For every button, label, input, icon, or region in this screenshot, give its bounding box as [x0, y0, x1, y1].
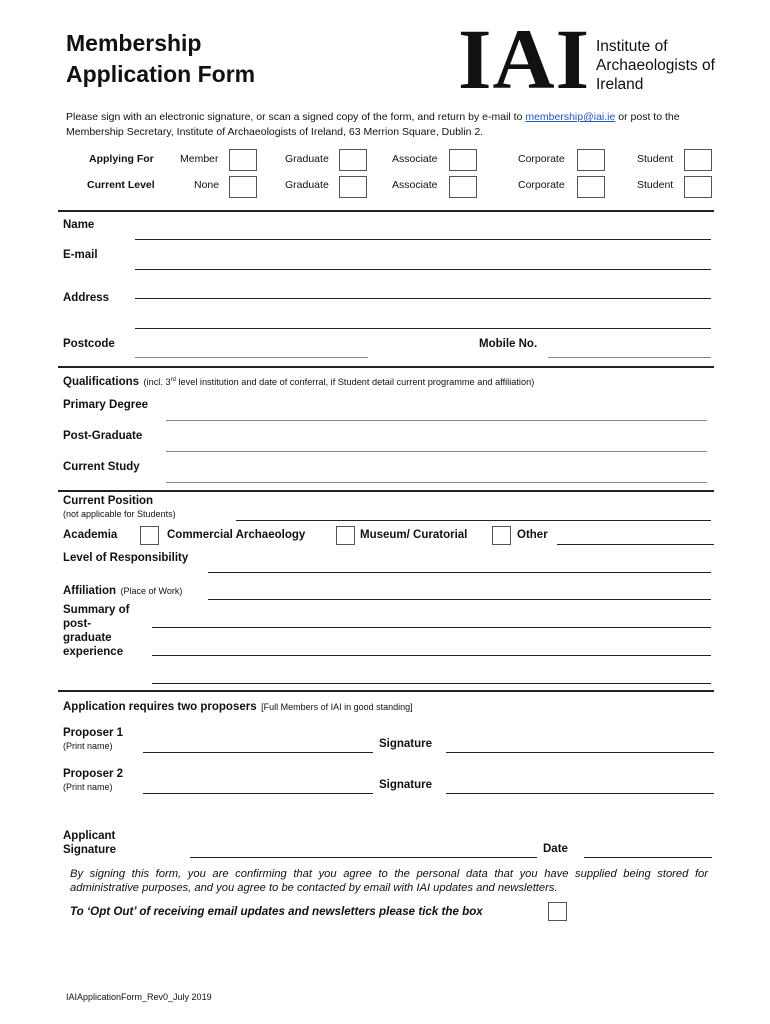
summary-line-4: experience	[63, 646, 124, 658]
proposer-1-label: Proposer 1	[63, 727, 124, 739]
post-graduate-field[interactable]	[166, 451, 707, 452]
current-study-label: Current Study	[63, 461, 140, 473]
commercial-label: Commercial Archaeology	[167, 529, 306, 541]
consent-text: By signing this form, you are confirming that you agree to the personal data that you have supplied being stored for administrative purposes, and you agree to be contacted by email with IAI updates and newsletters.	[70, 868, 708, 894]
level-corporate-checkbox[interactable]	[577, 176, 605, 198]
qualifications-heading	[63, 372, 534, 390]
proposer-1-name-field[interactable]	[143, 752, 373, 753]
museum-label: Museum/ Curatorial	[360, 529, 468, 541]
current-position-field[interactable]	[236, 520, 711, 521]
level-student-checkbox[interactable]	[684, 176, 712, 198]
proposers-label: Application requires two proposers	[63, 701, 257, 713]
logo-line-1: Institute of	[596, 38, 668, 55]
applicant-signature-label	[63, 829, 116, 857]
other-label: Other	[517, 529, 548, 541]
primary-degree-label: Primary Degree	[63, 399, 149, 411]
opt-out-text: To ‘Opt Out’ of receiving email updates and newsletters please tick the box	[70, 905, 483, 918]
level-associate-checkbox[interactable]	[449, 176, 477, 198]
museum-checkbox[interactable]	[492, 526, 511, 545]
level-associate: Associate	[392, 179, 438, 191]
section-divider	[58, 690, 714, 692]
summary-line-2: post-	[63, 618, 92, 630]
proposer-2-name-field[interactable]	[143, 793, 373, 794]
corporate-checkbox[interactable]	[577, 149, 605, 171]
proposer-1-signature-label: Signature	[379, 738, 433, 750]
affiliation-note: (Place of Work)	[120, 586, 183, 596]
logo-line-2: Archaeologists of	[596, 57, 715, 74]
email-link[interactable]: membership@iai.ie	[525, 111, 616, 123]
graduate-checkbox[interactable]	[339, 149, 367, 171]
intro-text: Please sign with an electronic signature, or scan a signed copy of the form, and return by e-mail to	[66, 111, 526, 123]
associate-checkbox[interactable]	[449, 149, 477, 171]
current-position-note: (not applicable for Students)	[63, 509, 176, 519]
level-graduate-checkbox[interactable]	[339, 176, 367, 198]
applicant-line-2: Signature	[63, 844, 117, 856]
summary-label	[63, 603, 129, 659]
option-associate: Associate	[392, 153, 438, 165]
member-checkbox[interactable]	[229, 149, 257, 171]
mobile-label: Mobile No.	[479, 338, 538, 350]
form-reference: IAIApplicationForm_Rev0_July 2019	[66, 992, 212, 1002]
mobile-field[interactable]	[548, 357, 711, 358]
section-divider	[58, 490, 714, 492]
logo-line-3: Ireland	[596, 76, 644, 93]
option-graduate: Graduate	[285, 153, 329, 165]
academia-checkbox[interactable]	[140, 526, 159, 545]
intro-text-2: or post to the Membership Secretary, Institute of Archaeologists of Ireland, 63 Merrion Square, Dublin 2.	[66, 111, 680, 138]
option-corporate: Corporate	[518, 153, 565, 165]
other-field[interactable]	[557, 544, 714, 545]
name-field[interactable]	[135, 239, 711, 240]
iai-logo: IAI	[458, 11, 591, 107]
note-prefix: (incl. 3	[143, 377, 171, 387]
section-divider	[58, 366, 714, 368]
summary-field-3[interactable]	[152, 683, 711, 684]
summary-field-2[interactable]	[152, 655, 711, 656]
address-label: Address	[63, 292, 110, 304]
affiliation-label: Affiliation	[63, 585, 117, 597]
title-line-1: Membership	[66, 30, 202, 56]
proposers-heading	[63, 697, 413, 715]
qualifications-label: Qualifications	[63, 376, 140, 388]
level-none-checkbox[interactable]	[229, 176, 257, 198]
logo-text	[596, 37, 715, 94]
level-graduate: Graduate	[285, 179, 329, 191]
applicant-signature-field[interactable]	[190, 857, 537, 858]
student-checkbox[interactable]	[684, 149, 712, 171]
email-field[interactable]	[135, 269, 711, 270]
qualifications-note	[144, 377, 535, 387]
proposer-2-label: Proposer 2	[63, 768, 124, 780]
level-corporate: Corporate	[518, 179, 565, 191]
proposer-2-signature-label: Signature	[379, 779, 433, 791]
summary-field-1[interactable]	[152, 627, 711, 628]
proposer-2-signature-field[interactable]	[446, 793, 714, 794]
current-position-label: Current Position	[63, 495, 154, 507]
option-student: Student	[637, 153, 674, 165]
affiliation-heading	[63, 581, 182, 599]
current-level-label: Current Level	[87, 179, 155, 191]
opt-out-checkbox[interactable]	[548, 902, 567, 921]
option-member: Member	[180, 153, 219, 165]
proposer-2-print-name: (Print name)	[63, 782, 113, 792]
summary-line-1: Summary of	[63, 604, 130, 616]
proposer-1-signature-field[interactable]	[446, 752, 714, 753]
section-divider	[58, 210, 714, 212]
summary-line-3: graduate	[63, 632, 112, 644]
proposer-1-print-name: (Print name)	[63, 741, 113, 751]
academia-label: Academia	[63, 529, 118, 541]
instructions	[66, 110, 726, 140]
page-title	[66, 28, 255, 90]
applying-for-label: Applying For	[89, 153, 154, 165]
level-none: None	[194, 179, 220, 191]
post-graduate-label: Post-Graduate	[63, 430, 143, 442]
email-label: E-mail	[63, 249, 98, 261]
proposers-note: [Full Members of IAI in good standing]	[261, 702, 413, 712]
current-study-field[interactable]	[166, 482, 707, 483]
postcode-label: Postcode	[63, 338, 115, 350]
responsibility-label: Level of Responsibility	[63, 552, 189, 564]
primary-degree-field[interactable]	[166, 420, 707, 421]
note-sup: rd	[170, 376, 176, 383]
applicant-line-1: Applicant	[63, 830, 116, 842]
date-label: Date	[543, 843, 568, 855]
postcode-field[interactable]	[135, 357, 368, 358]
affiliation-field[interactable]	[208, 599, 711, 600]
title-line-2: Application Form	[66, 61, 256, 87]
address-field-2[interactable]	[135, 328, 711, 329]
commercial-checkbox[interactable]	[336, 526, 355, 545]
name-label: Name	[63, 219, 95, 231]
responsibility-field[interactable]	[208, 572, 711, 573]
level-student: Student	[637, 179, 674, 191]
address-field-1[interactable]	[135, 298, 711, 299]
note-suffix: level institution and date of conferral, if Student detail current programme and affiliation)	[175, 377, 535, 387]
date-field[interactable]	[584, 857, 712, 858]
